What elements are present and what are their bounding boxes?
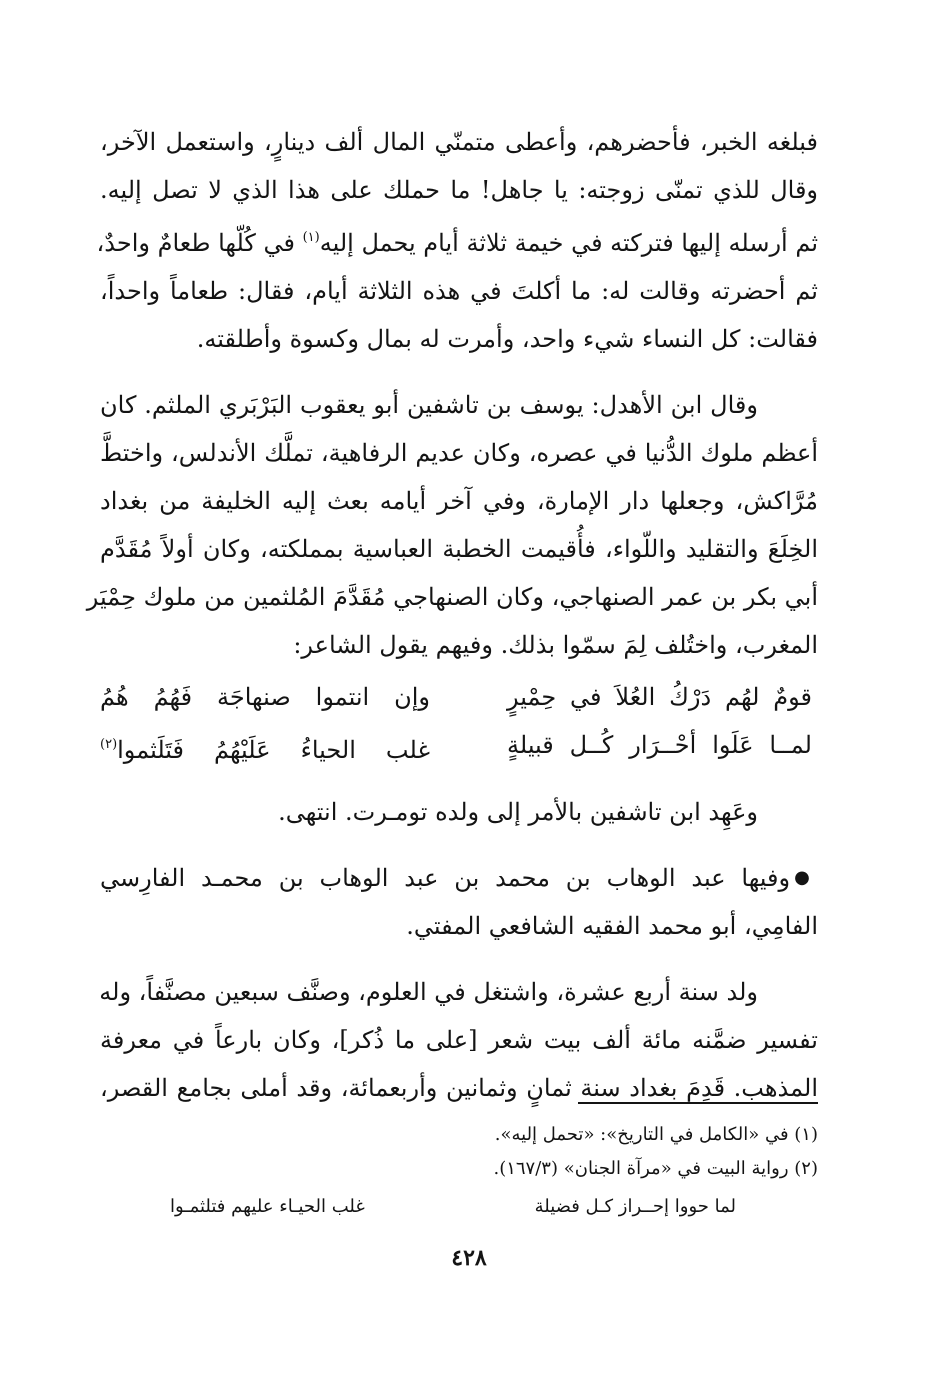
bullet-icon: ● <box>794 867 818 888</box>
paragraph-2 <box>86 381 818 669</box>
poem-hemistich-with-ref <box>100 721 430 774</box>
text-line: فقالت: كل النساء شيء واحد، وأمرت له بمال وكسوة وأطلقته. <box>196 325 818 353</box>
text-line <box>96 214 818 267</box>
paragraph-4 <box>100 854 818 950</box>
poem <box>100 673 818 774</box>
text-line: أبي بكر بن عمر الصنهاجي، وكان الصنهاجي مُقَدَّمَ المُلثمين من ملوك حِمْيَر <box>86 583 818 611</box>
text-line: الخِلَعَ والتقليد واللّواء، فأُقيمت الخطبة العباسية بمملكته، وكان أولاً مُقَدَّم <box>100 535 818 563</box>
text-line <box>100 854 818 902</box>
footnote-2: (٢) رواية البيت في «مرآة الجنان» (١٦٧/٣). <box>493 1158 818 1179</box>
text-segment: وفيها عبد الوهاب بن محمد بن عبد الوهاب بن محمـد الفارِسي <box>100 864 791 892</box>
text-line: وقال ابن الأهدل: يوسف بن تاشفين أبو يعقوب البَرْبَري الملثم. كان <box>100 391 758 419</box>
text-line: فبلغه الخبر، فأحضرهم، وأعطى متمنّي المال ألف دينارٍ، واستعمل الآخر، <box>100 128 818 156</box>
text-line: ولد سنة أربع عشرة، واشتغل في العلوم، وصنَّف سبعين مصنَّفاً، وله <box>99 978 758 1006</box>
poem-verse <box>100 673 818 721</box>
text-segment: ثم أرسله إليها فتركته في خيمة ثلاثة أيام يحمل إليه <box>319 229 818 257</box>
text-line: المذهب. قَدِمَ بغداد سنة ثمانٍ وثمانين وأربعمائة، وقد أملى بجامع القصر، <box>100 1074 818 1102</box>
text-segment: غلب الحياءُ عَلَيْهُمُ فَتَلَثموا <box>117 736 430 764</box>
text-line: ثم أحضرته وقالت له: ما أكلتَ في هذه الثلاثة أيام، فقال: طعاماً واحداً، <box>100 277 818 305</box>
text-line: وعَهِد ابن تاشفين بالأمر إلى ولده تومـرت. انتهى. <box>278 798 758 826</box>
poem-hemistich: وإن انتموا صنهاجَة فَهُمُ هُمُ <box>100 683 430 711</box>
paragraph-1 <box>96 118 819 363</box>
footnote-verse <box>100 1190 818 1224</box>
footnote-hemistich: غلب الحيـاء عليهم فتلثمـوا <box>170 1196 365 1217</box>
footnotes <box>100 1118 818 1224</box>
text-line: أعظم ملوك الدُّنيا في عصره، وكان عديم الرفاهية، تملَّك الأندلس، واختطَّ <box>100 439 818 467</box>
poem-verse <box>100 721 818 774</box>
text-line: وقال للذي تمنّى زوجته: يا جاهل! ما حملك على هذا الذي لا تصل إليه. <box>100 176 819 204</box>
text-line: تفسير ضمَّنه مائة ألف بيت شعر [على ما ذُكر]، وكان بارعاً في معرفة <box>100 1026 818 1054</box>
footnote-1: (١) في «الكامل في التاريخ»: «تحمل إليه». <box>494 1124 818 1145</box>
footnote-hemistich: لما حووا إحــراز كـل فضيلة <box>534 1196 736 1217</box>
poem-hemistich: قومٌ لهُم دَرْكُ العُلاَ في حِمْيرٍ <box>507 683 812 711</box>
text-line: المغرب، واختُلف لِمَ سمّوا بذلك. وفيهم يقول الشاعر: <box>293 631 818 659</box>
footnote-ref-2[interactable]: (٢) <box>100 737 118 752</box>
poem-hemistich: لمــا عَلَوا أحْــرَار كُــل قبيلةٍ <box>507 731 812 759</box>
text-line: الفامِي، أبو محمد الفقيه الشافعي المفتي. <box>406 912 818 940</box>
page-body <box>86 118 819 1112</box>
text-line: مُرَّاكش، وجعلها دار الإمارة، وفي آخر أيامه بعث إليه الخليفة من بغداد <box>100 487 818 515</box>
paragraph-5 <box>100 968 818 1112</box>
paragraph-3 <box>100 788 818 836</box>
text-segment: في كُلّها طعامٌ واحدٌ، <box>96 229 295 257</box>
footnote-divider <box>578 1102 818 1104</box>
footnote-ref-1[interactable]: (١) <box>302 230 320 245</box>
page-number: ٤٢٨ <box>451 1245 487 1271</box>
